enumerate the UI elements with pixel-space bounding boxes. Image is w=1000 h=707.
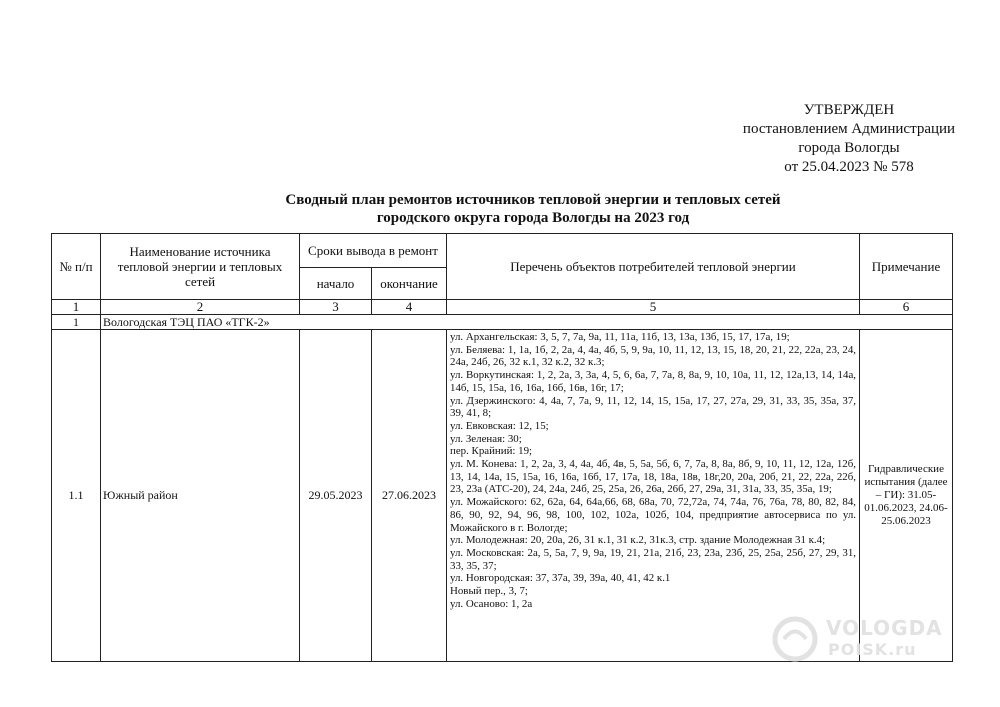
- objects-list-item: ул. Евковская: 12, 15;: [450, 419, 549, 432]
- approval-heading: УТВЕРЖДЕН: [803, 102, 895, 118]
- objects-list-item: пер. Крайний: 19;: [450, 445, 533, 458]
- objects-list-item: ул. Архангельская: 3, 5, 7, 7а, 9а, 11, 11а, 11б, 13, 13а, 13б, 15, 17, 17а, 19;: [450, 331, 790, 343]
- row-num: 1.1: [52, 330, 101, 662]
- document-title-line: Сводный план ремонтов источников тепловой энергии и тепловых сетей: [285, 192, 781, 208]
- header-period: Сроки вывода в ремонт: [300, 234, 447, 268]
- header-objects: Перечень объектов потребителей тепловой энергии: [447, 234, 860, 300]
- column-number: 5: [447, 300, 860, 315]
- column-number: 4: [372, 300, 447, 315]
- document-title: [200, 191, 866, 227]
- header-end: окончание: [372, 268, 447, 300]
- objects-list-item: ул. Беляева: 1, 1а, 1б, 2, 2а, 4, 4а, 4б, 5, 9, 9а, 10, 11, 12, 13, 15, 18, 20, 21, 22, 22а, 23, 24, 24а, 24б, 26, 32 к.1, 32 к.2, 32 к.3;: [450, 343, 856, 369]
- objects-list-item: Новый пер., 3, 7;: [450, 585, 528, 598]
- section-row: [52, 315, 953, 330]
- column-number: 1: [52, 300, 101, 315]
- column-number: 2: [101, 300, 300, 315]
- objects-list-item: ул. М. Конева: 1, 2, 2а, 3, 4, 4а, 4б, 4в, 5, 5а, 5б, 6, 7, 7а, 8, 8а, 8б, 9, 10, 11, 12, 12а, 12б, 13, 14, 14а, 15, 15а, 16, 16а, 16б, 17, 17а, 18, 18а, 18в, 18г,20, 20а, 20б, 21, 22, 22а, 22б, 23, 23а (АТС-20), 24, 24а, 24б, 25, 25а, 26, 26а, 26б, 27, 29а, 31, 31а, 33, 35, 35а, 19;: [450, 458, 856, 496]
- objects-list-item: ул. Московская: 2а, 5, 5а, 7, 9, 9а, 19, 21, 21а, 21б, 23, 23а, 23б, 25, 25а, 25б, 27, 29, 31, 33, 35, 37;: [450, 546, 856, 572]
- objects-list-item: ул. Зеленая: 30;: [450, 432, 522, 445]
- section-name: Вологодская ТЭЦ ПАО «ТГК-2»: [101, 315, 953, 330]
- repair-plan-table: [51, 233, 953, 662]
- row-end-date: 27.06.2023: [372, 330, 447, 662]
- objects-list-item: ул. Воркутинская: 1, 2, 2а, 3, 3а, 4, 5, 6, 6а, 7, 7а, 8, 8а, 9, 10, 10а, 11, 12, 12а,13, 14, 14а, 14б, 15, 15а, 16, 16а, 16б, 16в, 16г, 17;: [450, 369, 856, 394]
- document-title-line: городского округа города Вологды на 2023 год: [376, 210, 690, 226]
- watermark-text: VOLOGDA: [826, 616, 943, 640]
- approval-line: постановлением Администрации: [742, 121, 956, 137]
- row-objects-cell: [447, 330, 860, 662]
- approval-line: города Вологды: [798, 140, 900, 156]
- approval-block: [720, 101, 978, 177]
- approval-date: от 25.04.2023 № 578: [784, 159, 914, 175]
- column-number: 3: [300, 300, 372, 315]
- header-note: Примечание: [860, 234, 953, 300]
- objects-list-item: ул. Дзержинского: 4, 4а, 7, 7а, 9, 11, 12, 14, 15, 15а, 17, 27, 27а, 29, 31, 33, 35, 35а, 37, 39, 41, 8;: [450, 394, 856, 420]
- header-start: начало: [300, 268, 372, 300]
- row-note: Гидравлические испытания (далее – ГИ): 31.05-01.06.2023, 24.06-25.06.2023: [860, 330, 953, 662]
- objects-list-item: ул. Новгородская: 37, 37а, 39, 39а, 40, 41, 42 к.1: [450, 572, 671, 585]
- row-start-date: 29.05.2023: [300, 330, 372, 662]
- objects-list-item: ул. Молодежная: 20, 20а, 26, 31 к.1, 31 к.2, 31к.3, стр. здание Молодежная 31 к.4;: [450, 534, 826, 547]
- column-number: 6: [860, 300, 953, 315]
- objects-list: [450, 330, 856, 661]
- header-num: № п/п: [52, 234, 101, 300]
- objects-list-item: ул. Можайского: 62, 62а, 64, 64а,66, 68, 68а, 70, 72,72а, 74, 74а, 76, 76а, 78, 80, 82, 84, 86, 90, 92, 94, 96, 98, 100, 102, 102а, 102б, 104, предприятие автосервиса по ул. Можайского в г. Вологде;: [450, 496, 856, 534]
- header-source-name: Наименование источника тепловой энергии и тепловых сетей: [101, 234, 300, 300]
- objects-list-item: ул. Осаново: 1, 2а: [450, 597, 533, 610]
- row-source-name: Южный район: [101, 330, 300, 662]
- watermark-text: POISK.ru: [828, 640, 917, 659]
- table-row: [52, 330, 953, 662]
- column-numbers-row: [52, 300, 953, 315]
- section-num: 1: [52, 315, 101, 330]
